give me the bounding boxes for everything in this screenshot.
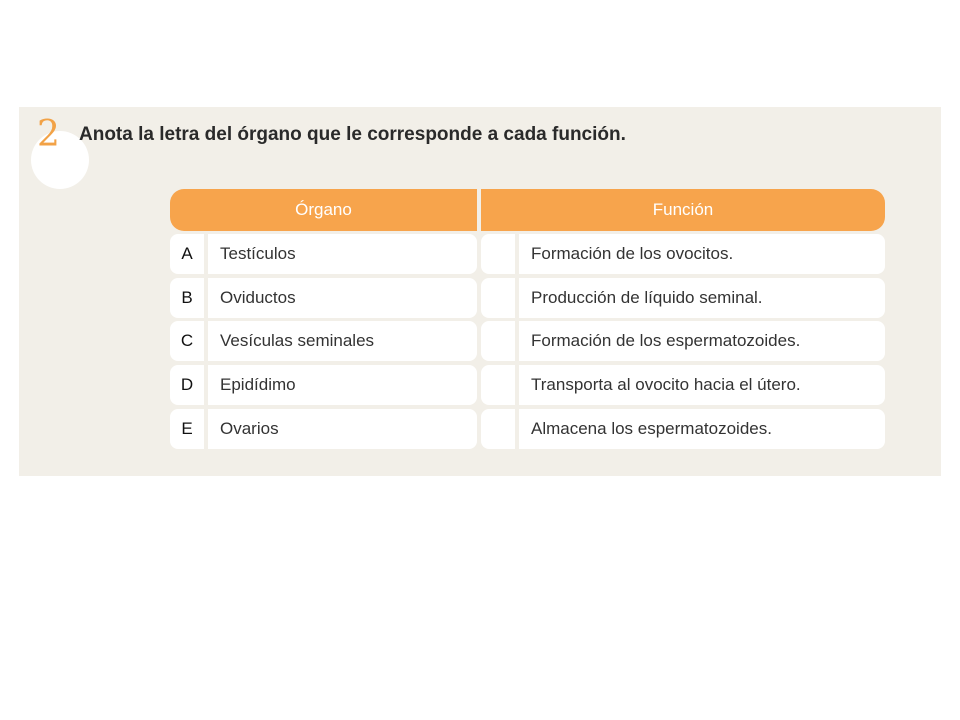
organ-name: Vesículas seminales	[208, 321, 477, 361]
organ-name: Epidídimo	[208, 365, 477, 405]
function-description: Formación de los ovocitos.	[519, 234, 885, 274]
exercise-instruction: Anota la letra del órgano que le corresponde a cada función.	[79, 124, 626, 145]
function-column-header: Función	[481, 189, 885, 231]
function-description: Almacena los espermatozoides.	[519, 409, 885, 449]
answer-box[interactable]	[481, 409, 515, 449]
organ-letter: B	[170, 278, 204, 318]
organ-name: Testículos	[208, 234, 477, 274]
exercise-panel	[19, 107, 941, 476]
organ-letter: A	[170, 234, 204, 274]
function-description: Transporta al ovocito hacia el útero.	[519, 365, 885, 405]
answer-box[interactable]	[481, 365, 515, 405]
answer-box[interactable]	[481, 234, 515, 274]
answer-box[interactable]	[481, 278, 515, 318]
organ-letter: C	[170, 321, 204, 361]
answer-box[interactable]	[481, 321, 515, 361]
exercise-number: 2	[37, 114, 60, 155]
function-description: Formación de los espermatozoides.	[519, 321, 885, 361]
organ-name: Oviductos	[208, 278, 477, 318]
organ-column-header: Órgano	[170, 189, 477, 231]
organ-letter: E	[170, 409, 204, 449]
organ-letter: D	[170, 365, 204, 405]
function-description: Producción de líquido seminal.	[519, 278, 885, 318]
organ-name: Ovarios	[208, 409, 477, 449]
